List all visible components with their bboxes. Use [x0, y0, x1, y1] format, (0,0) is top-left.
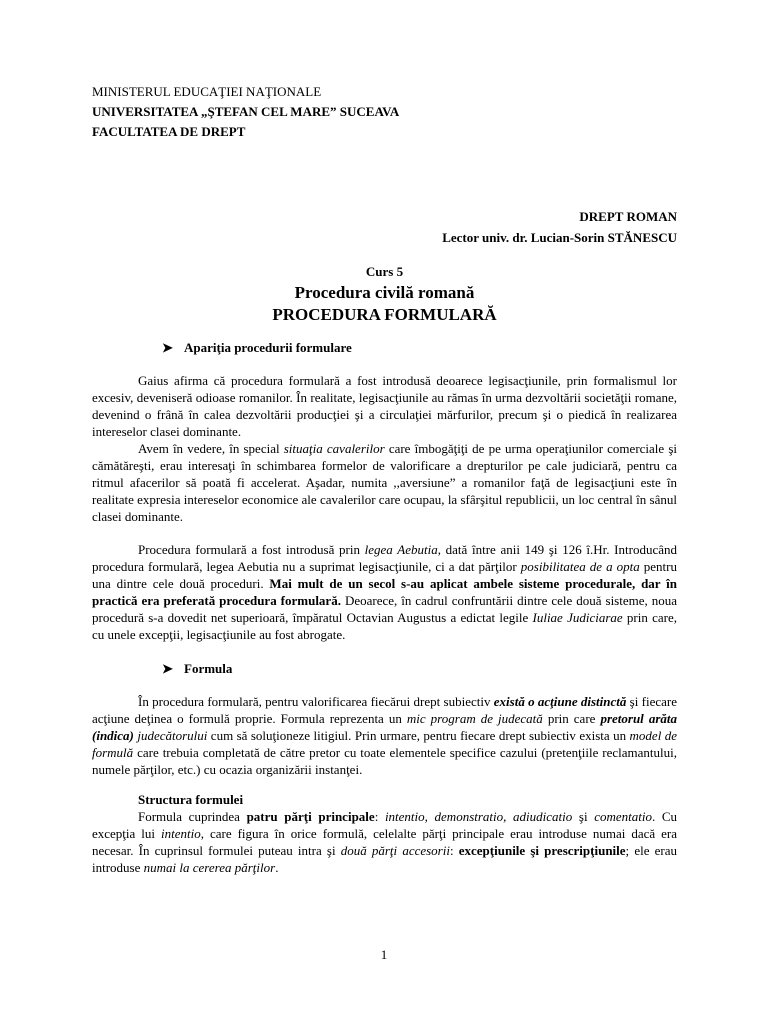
section-heading-formula: ➤ Formula: [162, 661, 233, 676]
paragraph-formula: În procedura formulară, pentru valorificarea fiecărui drept subiectiv există o acţiune distinctă şi fiecare acţiune deţinea o formulă proprie. Formula reprezenta un mic program de judecată prin care pretorul arăta (indica) judecătorului cum să soluţioneze litigiul. Prin urmare, pentru fiecare drept subiectiv exista un model de formulă care trebuia completată de către pretor cu toate elementele specifice cazului (pretenţiile reclamantului, numele părţilor, etc.) cu ocazia organizării instanţei.: [92, 694, 677, 777]
document-subtitle: PROCEDURA FORMULARĂ: [272, 305, 497, 324]
university-name: UNIVERSITATEA „ŞTEFAN CEL MARE” SUCEAVA: [92, 104, 400, 119]
arrow-bullet-icon: ➤: [162, 340, 173, 355]
faculty-name: FACULTATEA DE DREPT: [92, 124, 246, 139]
subheading-structure: Structura formulei: [138, 792, 244, 807]
document-page: [92, 82, 677, 876]
institution-header: [92, 82, 677, 142]
course-number: Curs 5: [365, 264, 404, 279]
document-title: Procedura civilă romană: [294, 283, 475, 302]
paragraph-lex-aebutia: Procedura formulară a fost introdusă prin legea Aebutia, dată între anii 149 şi 126 î.Hr. Introducând procedura formulară, legea Aebutia nu a suprimat legisacţiunile, ci a dat părţilor posibilitatea de a opta pentru una dintre cele două proceduri. Mai mult de un secol s-au aplicat ambele sisteme procedurale, dar în practică era preferată procedura formulară. Deoarece, în cadrul confruntării dintre cele două sisteme, noua procedură s-a dovedit net superioară, împăratul Octavian Augustus a edictat legile Iuliae Judiciarae prin care, cu unele excepţii, legisacţiunile au fost abrogate.: [92, 542, 677, 642]
lecturer-name: Lector univ. dr. Lucian-Sorin STĂNESCU: [442, 230, 677, 245]
section-heading-origin: ➤ Apariţia procedurii formulare: [162, 340, 352, 355]
page-number: 1: [380, 947, 388, 962]
ministry-name: MINISTERUL EDUCAŢIEI NAŢIONALE: [92, 84, 322, 99]
arrow-bullet-icon: ➤: [162, 661, 173, 676]
paragraph-structure: Formula cuprindea patru părţi principale: intentio, demonstratio, adiudicatio şi comentatio. Cu excepţia lui intentio, care figura în orice formulă, celelalte părţi principale erau introduse numai dacă era necesar. În cuprinsul formulei puteau intra şi două părţi accesorii: excepţiunile şi prescripţiunile; ele erau introduse numai la cererea părţilor.: [92, 809, 678, 875]
paragraph-gaius: Gaius afirma că procedura formulară a fost introdusă deoarece legisacţiunile, prin formalismul lor excesiv, deveniseră odioase romanilor. În realitate, legisacţiunile au rămas în urma dezvoltării societăţii romane, devenind o frână în calea dezvoltării producţiei şi a circulaţiei mărfurilor, precum şi o piedică în realizarea intereselor clasei dominante.: [92, 373, 677, 439]
paragraph-cavaleri: Avem în vedere, în special situaţia cavalerilor care îmbogăţiţi de pe urma operaţiunilor comerciale şi cămătăreşti, erau interesaţi în schimbarea formelor de valorificare a drepturilor pe cale judiciară, pentru ca ritmul afacerilor să poată fi accelerat. Aşadar, numita ,,aversiune” a romanilor faţă de legisacţiuni este în realitate expresia intereselor economice ale cavalerilor care ocupau, la sfârşitul republicii, un loc central în sânul clasei dominante.: [92, 441, 677, 524]
course-subject: DREPT ROMAN: [579, 209, 677, 224]
